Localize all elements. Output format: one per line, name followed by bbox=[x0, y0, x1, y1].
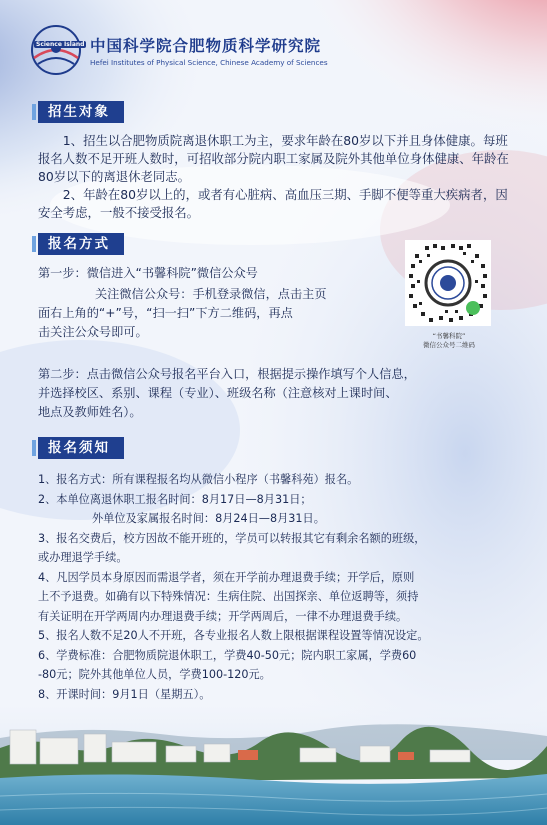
note-item: 或办理退学手续。 bbox=[38, 551, 128, 564]
note-item: 1、报名方式：所有课程报名均从微信小程序（书馨科苑）报名。 bbox=[38, 473, 359, 486]
recruit-paragraph-1: 1、招生以合肥物质院离退休职工为主，要求年龄在80岁以下并且身体健康。每班报名人数不足开班人数时，可招收部分院内职工家属及院外其他单位身体健康、年龄在80岁以下的离退休老同志。 bbox=[38, 133, 509, 184]
org-name-en: Hefei Institutes of Physical Science, Chinese Academy of Sciences bbox=[90, 58, 328, 67]
note-item: 2、本单位离退休职工报名时间：8月17日—8月31日； bbox=[38, 492, 312, 506]
step1-line2: 关注微信公众号：手机登录微信，点击主页 bbox=[95, 287, 327, 301]
note-item: 4、凡因学员本身原因而需退学者，须在开学前办理退费手续；开学后，原则 bbox=[38, 570, 415, 584]
campus-lake-scenery bbox=[0, 700, 547, 825]
step2-line3: 地点及教师姓名）。 bbox=[38, 405, 142, 419]
institute-logo-icon bbox=[30, 24, 82, 76]
science-island-badge: Science Island bbox=[36, 41, 85, 48]
note-item: 有关证明在开学两周内办理退费手续；开学两周后，一律不办理退费手续。 bbox=[38, 609, 408, 623]
step1-line3: 面右上角的“+”号，“扫一扫”下方二维码，再点 bbox=[38, 306, 293, 320]
qr-caption-line1: “书馨科院” bbox=[432, 332, 466, 340]
qr-caption bbox=[400, 332, 498, 350]
note-item: 6、学费标准：合肥物质院退休职工，学费40-50元；院内职工家属，学费60 bbox=[38, 648, 417, 662]
step2-line1: 第二步：点击微信公众号报名平台入口，根据提示操作填写个人信息， bbox=[38, 367, 416, 381]
note-item: 5、报名人数不足20人不开班，各专业报名人数上限根据课程设置等情况设定。 bbox=[38, 629, 429, 642]
step2-line2: 并选择校区、系别、课程（专业）、班级名称（注意核对上课时间、 bbox=[38, 386, 398, 400]
qr-caption-line2: 微信公众号二维码 bbox=[423, 341, 475, 349]
note-item: 3、报名交费后，校方因故不能开班的，学员可以转报其它有剩余名额的班级， bbox=[38, 531, 426, 545]
step1-line1: 第一步：微信进入“书馨科院”微信公众号 bbox=[38, 266, 258, 280]
note-item: 8、开课时间：9月1日（星期五）。 bbox=[38, 687, 211, 701]
org-name-cn: 中国科学院合肥物质科学研究院 bbox=[90, 36, 322, 55]
notes-list bbox=[38, 470, 518, 704]
section-title-method: 报名方式 bbox=[38, 233, 124, 255]
recruit-paragraph-2: 2、年龄在80岁以上的，或者有心脏病、高血压三期、手脚不便等重大疾病者，因安全考虑，一般不接受报名。 bbox=[38, 187, 508, 220]
note-item: 外单位及家属报名时间：8月24日—8月31日。 bbox=[92, 512, 325, 525]
note-item: 上不予退费。如确有以下特殊情况：生病住院、出国探亲、单位返聘等，须持 bbox=[38, 590, 419, 603]
section-title-recruit: 招生对象 bbox=[38, 101, 124, 123]
section-title-notes: 报名须知 bbox=[38, 437, 124, 459]
wechat-qr-code[interactable] bbox=[405, 240, 491, 326]
step1-line4: 击关注公众号即可。 bbox=[38, 325, 148, 339]
note-item: -80元；院外其他单位人员，学费100-120元。 bbox=[38, 668, 271, 681]
